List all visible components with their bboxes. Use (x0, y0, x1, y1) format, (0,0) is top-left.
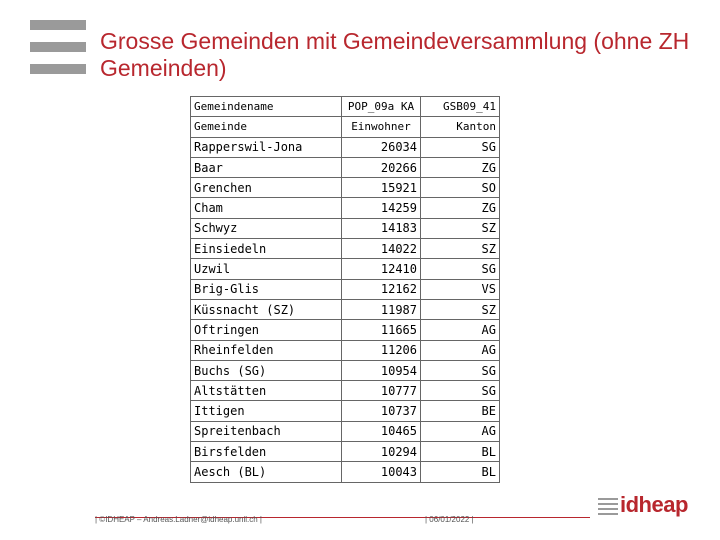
municipality-name-cell: Cham (191, 198, 342, 218)
population-cell: 14183 (342, 218, 421, 238)
table-row (191, 137, 500, 157)
table-row (191, 239, 500, 259)
population-cell: 14259 (342, 198, 421, 218)
municipality-name-cell: Einsiedeln (191, 239, 342, 259)
population-cell: 10294 (342, 442, 421, 462)
table-row (191, 299, 500, 319)
canton-cell: ZG (421, 198, 500, 218)
canton-cell: BL (421, 442, 500, 462)
canton-cell: SO (421, 178, 500, 198)
canton-cell: ZG (421, 157, 500, 177)
table-row (191, 340, 500, 360)
municipality-name-cell: Oftringen (191, 320, 342, 340)
population-cell: 11665 (342, 320, 421, 340)
population-cell: 14022 (342, 239, 421, 259)
header-cell: Gemeindename (191, 97, 342, 117)
municipality-name-cell: Uzwil (191, 259, 342, 279)
logo-bar (30, 42, 86, 52)
municipality-name-cell: Buchs (SG) (191, 360, 342, 380)
canton-cell: BL (421, 462, 500, 482)
canton-cell: AG (421, 421, 500, 441)
table-row (191, 421, 500, 441)
table-row (191, 462, 500, 482)
table-row (191, 178, 500, 198)
table-row (191, 360, 500, 380)
population-cell: 10737 (342, 401, 421, 421)
canton-cell: BE (421, 401, 500, 421)
canton-cell: SZ (421, 239, 500, 259)
brand-text: idheap (620, 492, 688, 517)
table-row (191, 157, 500, 177)
municipality-name-cell: Aesch (BL) (191, 462, 342, 482)
table-row (191, 320, 500, 340)
canton-cell: SG (421, 137, 500, 157)
municipality-name-cell: Rapperswil-Jona (191, 137, 342, 157)
municipality-name-cell: Küssnacht (SZ) (191, 299, 342, 319)
canton-cell: AG (421, 340, 500, 360)
table-body (191, 137, 500, 482)
header-cell: POP_09a KA (342, 97, 421, 117)
header-cell: Gemeinde (191, 117, 342, 137)
header-cell: GSB09_41 (421, 97, 500, 117)
population-cell: 10954 (342, 360, 421, 380)
population-cell: 11206 (342, 340, 421, 360)
canton-cell: AG (421, 320, 500, 340)
canton-cell: SG (421, 381, 500, 401)
population-cell: 10777 (342, 381, 421, 401)
canton-cell: SG (421, 259, 500, 279)
logo-bar (30, 20, 86, 30)
population-cell: 12410 (342, 259, 421, 279)
footer-contact: | ©IDHEAP – Andreas.Ladner@idheap.unil.ch | (95, 515, 263, 524)
header-cell: Einwohner (342, 117, 421, 137)
table-row (191, 218, 500, 238)
municipality-name-cell: Spreitenbach (191, 421, 342, 441)
population-cell: 10043 (342, 462, 421, 482)
population-cell: 26034 (342, 137, 421, 157)
table-row (191, 198, 500, 218)
municipality-table (190, 96, 500, 483)
population-cell: 10465 (342, 421, 421, 441)
table-row (191, 259, 500, 279)
population-cell: 11987 (342, 299, 421, 319)
municipality-name-cell: Baar (191, 157, 342, 177)
slide-title: Grosse Gemeinden mit Gemeindeversammlung (ohne ZH Gemeinden) (100, 28, 690, 81)
municipality-name-cell: Rheinfelden (191, 340, 342, 360)
municipality-name-cell: Schwyz (191, 218, 342, 238)
municipality-name-cell: Grenchen (191, 178, 342, 198)
canton-cell: VS (421, 279, 500, 299)
logo-bar (30, 64, 86, 74)
header-cell: Kanton (421, 117, 500, 137)
municipality-name-cell: Ittigen (191, 401, 342, 421)
footer-date: | 06/01/2022 | (425, 515, 474, 524)
table-row (191, 279, 500, 299)
table-row (191, 401, 500, 421)
table-row (191, 442, 500, 462)
municipality-name-cell: Birsfelden (191, 442, 342, 462)
logo-lines-icon (598, 498, 618, 518)
population-cell: 15921 (342, 178, 421, 198)
table-header-row (191, 97, 500, 117)
canton-cell: SG (421, 360, 500, 380)
population-cell: 20266 (342, 157, 421, 177)
table-row (191, 381, 500, 401)
canton-cell: SZ (421, 299, 500, 319)
menu-bars-logo (30, 20, 86, 86)
population-cell: 12162 (342, 279, 421, 299)
municipality-name-cell: Altstätten (191, 381, 342, 401)
table-subheader-row (191, 117, 500, 137)
canton-cell: SZ (421, 218, 500, 238)
municipality-name-cell: Brig-Glis (191, 279, 342, 299)
